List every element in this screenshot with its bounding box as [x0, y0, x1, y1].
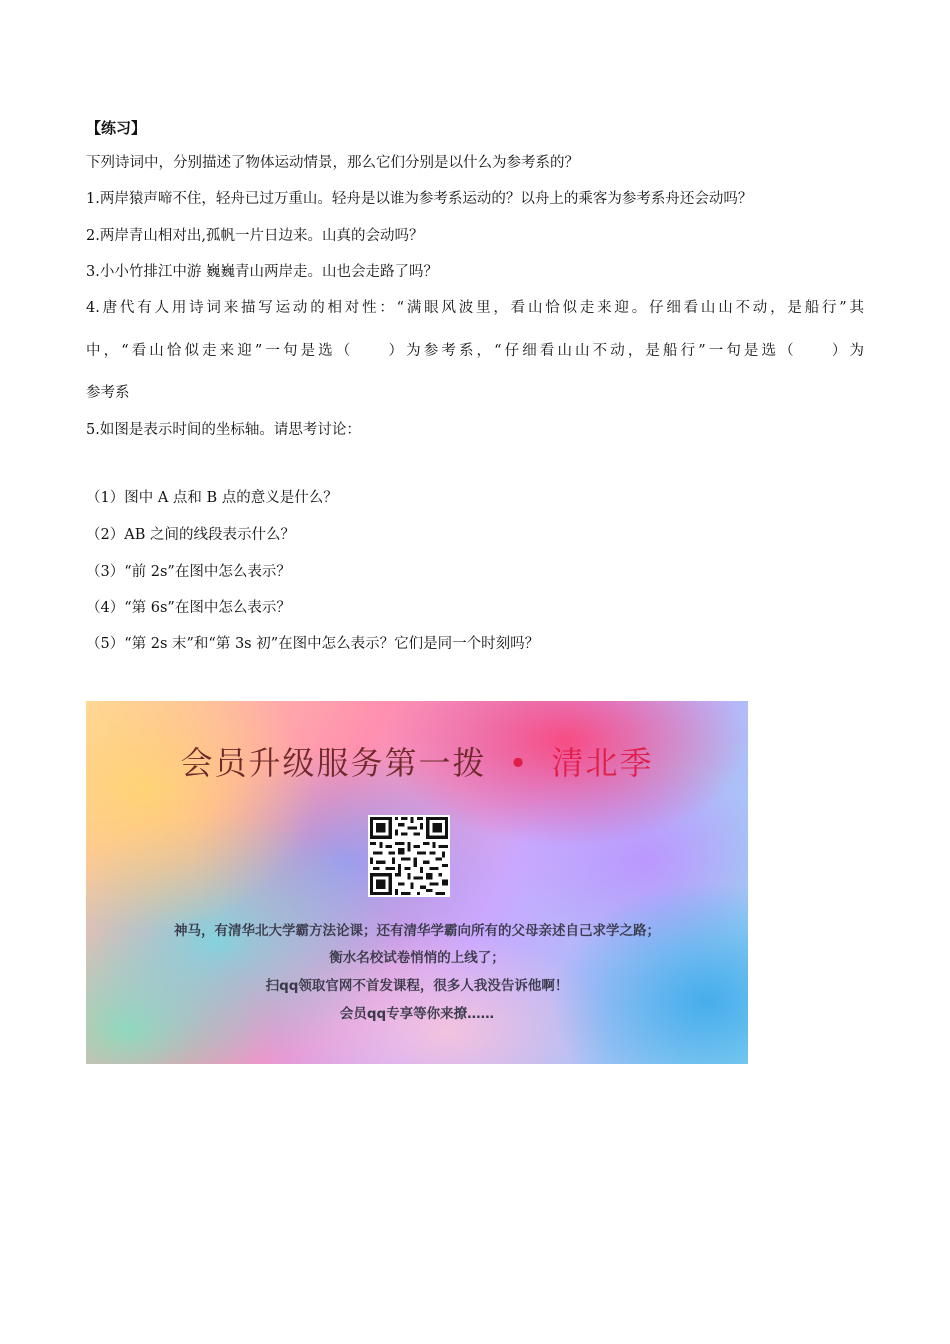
banner-text-line-3: 扫qq领取官网不首发课程，很多人我没告诉他啊！: [265, 978, 569, 994]
question-4-line-1: 4.唐代有人用诗词来描写运动的相对性：“满眼风波里，看山恰似走来迎。仔细看山山不动，是船行”其: [86, 300, 864, 316]
sub-question-2: （2）AB 之间的线段表示什么？: [86, 527, 295, 543]
question-2: 2.两岸青山相对出,孤帆一片日边来。山真的会动吗？: [86, 228, 424, 244]
question-3: 3.小小竹排江中游 巍巍青山两岸走。山也会走路了吗？: [86, 264, 438, 280]
sub-question-1: （1）图中 A 点和 B 点的意义是什么？: [86, 490, 338, 506]
banner-text-line-4: 会员qq专享等你来撩……: [339, 1006, 495, 1022]
banner-title-dot: •: [508, 744, 530, 782]
promo-banner[interactable]: [86, 701, 748, 1064]
question-5: 5.如图是表示时间的坐标轴。请思考讨论：: [86, 422, 361, 438]
question-4-line-2: 中，“看山恰似走来迎”一句是选（ ）为参考系，“仔细看山山不动，是船行”一句是选（ ）为: [86, 343, 864, 359]
sub-question-5: （5）“第 2s 末”和“第 3s 初”在图中怎么表示？它们是同一个时刻吗？: [86, 636, 540, 652]
sub-question-3: （3）“前 2s”在图中怎么表示？: [86, 564, 291, 580]
exercise-intro: 下列诗词中，分别描述了物体运动情景，那么它们分别是以什么为参考系的？: [86, 155, 579, 171]
exercise-heading: 【练习】: [86, 119, 147, 137]
sub-question-4: （4）“第 6s”在图中怎么表示？: [86, 600, 291, 616]
question-1: 1.两岸猿声啼不住，轻舟已过万重山。轻舟是以谁为参考系运动的？以舟上的乘客为参考系舟还会动吗？: [86, 191, 753, 207]
banner-title-brand: 清北季: [551, 744, 654, 782]
question-4-line-3: 参考系: [86, 385, 130, 401]
banner-title-main: 会员升级服务第一拨: [180, 744, 487, 782]
qr-code-icon[interactable]: [368, 815, 450, 897]
banner-text-line-2: 衡水名校试卷悄悄的上线了；: [329, 950, 505, 966]
banner-text-line-1: 神马，有清华北大学霸方法论课；还有清华学霸向所有的父母亲述自己求学之路；: [174, 923, 660, 939]
qr-code-graphic: [370, 817, 448, 895]
banner-title: [86, 743, 748, 783]
